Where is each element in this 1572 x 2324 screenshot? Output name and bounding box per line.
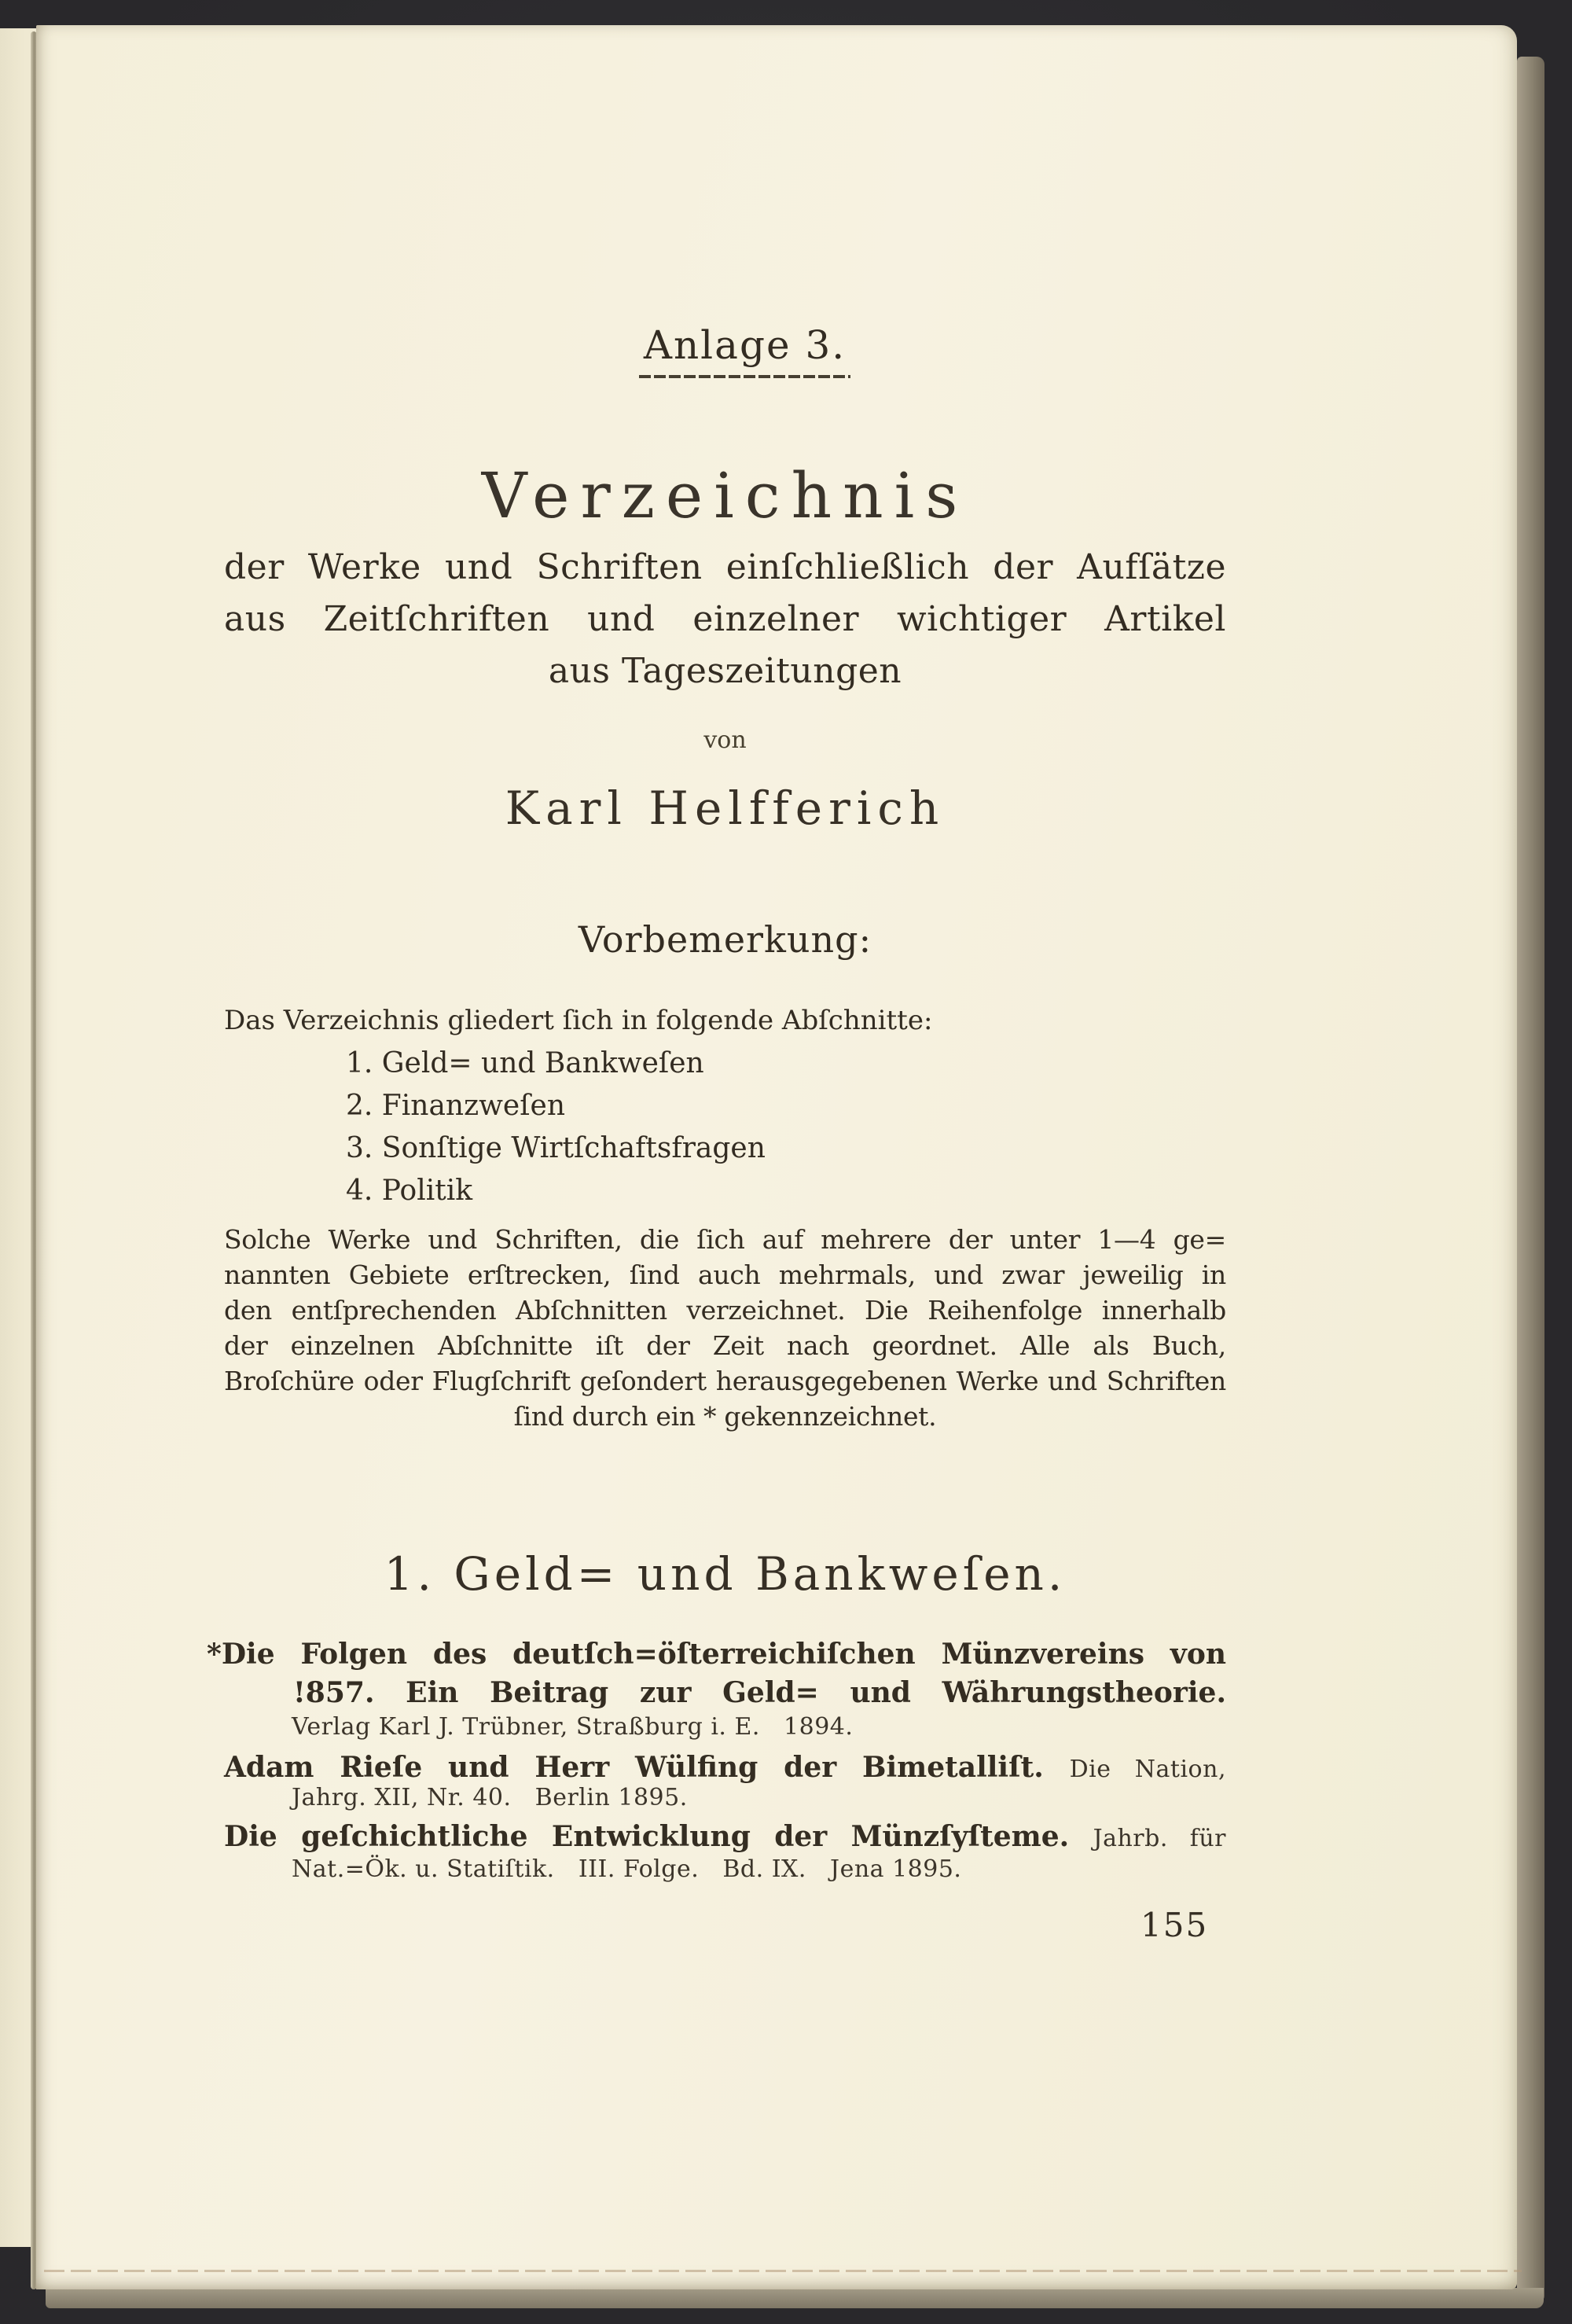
subtitle-line: aus Tageszeitungen [548, 651, 902, 691]
note-line: Broſchüre oder Flugſchrift geſondert herausgegebenen Werke und Schriften [224, 1366, 1226, 1396]
entry-source-inline: Jahrb. für [1093, 1825, 1226, 1852]
section-list-item: 2. Finanzweſen [346, 1090, 566, 1122]
entry-title: Die geſchichtliche Entwicklung der Münzſyſteme. [224, 1820, 1070, 1853]
section-list-item: 1. Geld= und Bankweſen [346, 1047, 704, 1079]
entry-source-inline: Die Nation, [1069, 1756, 1226, 1783]
page-number: 155 [1140, 1906, 1209, 1944]
bibliography-entry-line: *Die Folgen des deutſch=öſterreichiſchen Münzvereins von [207, 1638, 1226, 1671]
annex-label-text: Anlage 3. [639, 322, 850, 378]
entry-title: Adam Rieſe und Herr Wülfing der Bimetalliſt. [224, 1751, 1044, 1784]
paper-crease [44, 2270, 1522, 2272]
author-name: Karl Helfferich [505, 781, 946, 835]
subtitle-line: aus Zeitſchriften und einzelner wichtiger Artikel [224, 599, 1226, 639]
byline-prefix: von [703, 726, 747, 754]
vorbemerkung-heading: Vorbemerkung: [578, 918, 872, 961]
bibliography-entry-source: Nat.=Ök. u. Statiſtik. III. Folge. Bd. IX. Jena 1895. [292, 1855, 962, 1883]
page-title: Verzeichnis [481, 459, 969, 532]
vorbemerkung-intro: Das Verzeichnis gliedert ſich in folgende Abſchnitte: [224, 1005, 933, 1036]
note-line: den entſprechenden Abſchnitten verzeichnet. Die Reihenfolge innerhalb [224, 1295, 1226, 1326]
bibliography-entry-line: !857. Ein Beitrag zur Geld= und Währungstheorie. [293, 1676, 1226, 1709]
section-heading: 1. Geld= und Bankweſen. [384, 1547, 1067, 1601]
note-line: Solche Werke und Schriften, die ſich auf mehrere der unter 1—4 ge= [224, 1224, 1226, 1255]
subtitle-line: der Werke und Schriften einſchließlich der Aufſätze [224, 547, 1226, 587]
note-line: der einzelnen Abſchnitte iſt der Zeit nach geordnet. Alle als Buch, [224, 1330, 1226, 1361]
section-list-item: 4. Politik [346, 1175, 473, 1207]
bibliography-entry-line [224, 1751, 1226, 1784]
book-block-bottom-edge [46, 2288, 1544, 2308]
annex-label [244, 322, 1246, 378]
bibliography-entry-source: Verlag Karl J. Trübner, Straßburg i. E. 1894. [292, 1713, 854, 1741]
section-list-item: 3. Sonſtige Wirtſchaftsfragen [346, 1132, 766, 1164]
bibliography-entry-line [224, 1820, 1226, 1853]
book-block-right-edge [1517, 57, 1544, 2302]
note-line: nannten Gebiete erſtrecken, ſind auch mehrmals, und zwar jeweilig in [224, 1259, 1226, 1290]
book-page [36, 25, 1517, 2289]
note-line: ſind durch ein * gekennzeichnet. [513, 1401, 937, 1432]
bibliography-entry-source: Jahrg. XII, Nr. 40. Berlin 1895. [292, 1784, 688, 1811]
